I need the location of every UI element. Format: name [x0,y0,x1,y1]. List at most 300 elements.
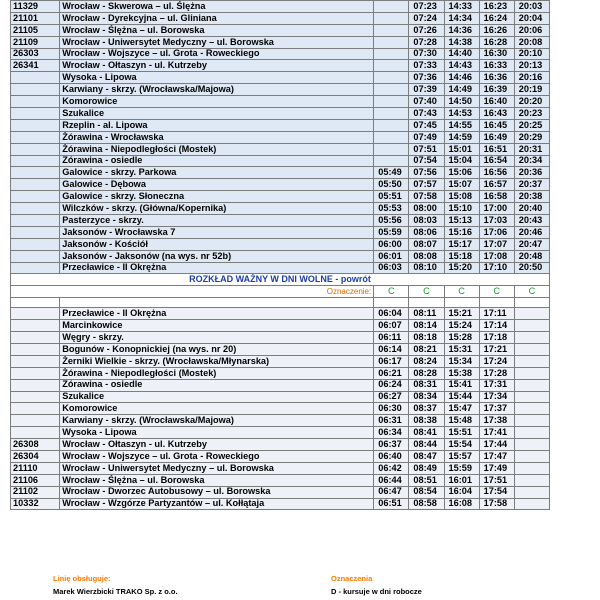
stop-id [11,143,60,155]
stop-row [11,439,550,451]
stop-id: 10332 [11,498,60,510]
departure-time: 16:26 [479,24,514,36]
stop-name: Jaksonów - Jaksonów (na wys. nr 52b) [60,250,374,262]
departure-time: 06:24 [374,379,409,391]
departure-time: 16:23 [479,1,514,13]
stop-row [11,72,550,84]
departure-time: 06:30 [374,403,409,415]
stop-row [11,48,550,60]
stop-row [11,167,550,179]
stop-id [11,355,60,367]
stop-name: Wrocław - Wojszyce – ul. Grota - Roweckiego [60,450,374,462]
stop-id: 21101 [11,12,60,24]
stop-id [11,320,60,332]
departure-time: 17:07 [479,238,514,250]
departure-time: 17:41 [479,427,514,439]
departure-time: 06:17 [374,355,409,367]
stop-id [11,155,60,167]
stop-name: Bogunów - Konopnickiej (na wys. nr 20) [60,343,374,355]
departure-time [514,439,549,451]
departure-time: 06:40 [374,450,409,462]
departure-time: 15:31 [444,343,479,355]
stop-row [11,262,550,274]
stop-name: Wysoka - Lipowa [60,72,374,84]
departure-time: 17:00 [479,203,514,215]
departure-time: 15:21 [444,308,479,320]
departure-time: 14:46 [444,72,479,84]
departure-time: 16:36 [479,72,514,84]
departure-time: 07:54 [409,155,444,167]
stop-name: Wrocław - Dworzec Autobusowy – ul. Borowska [60,486,374,498]
departure-time: 16:58 [479,191,514,203]
stop-id [11,367,60,379]
stop-row [11,462,550,474]
departure-time: 15:08 [444,191,479,203]
stop-name: Wrocław - Ślężna – ul. Borowska [60,474,374,486]
stop-row [11,403,550,415]
departure-time: 08:41 [409,427,444,439]
departure-time: 20:10 [514,48,549,60]
departure-time: 15:16 [444,226,479,238]
departure-time: 07:45 [409,119,444,131]
stop-name: Jaksonów - Kościół [60,238,374,250]
departure-time: 14:50 [444,96,479,108]
stop-id [11,108,60,120]
departure-time [374,108,409,120]
departure-time: 15:10 [444,203,479,215]
stop-id [11,308,60,320]
stop-id: 26341 [11,60,60,72]
timetable-table [10,0,550,510]
stop-row [11,250,550,262]
departure-time: 17:21 [479,343,514,355]
stop-row [11,498,550,510]
stop-id [11,250,60,262]
stop-name: Galowice - skrzy. Słoneczna [60,191,374,203]
stop-id: 26308 [11,439,60,451]
stop-name: Wrocław - Wojszyce – ul. Grota - Roweckiego [60,48,374,60]
departure-time: 08:06 [409,226,444,238]
departure-time: 14:36 [444,24,479,36]
departure-time: 07:28 [409,36,444,48]
departure-time: 17:14 [479,320,514,332]
stop-name: Wilczków - skrzy. (Główna/Kopernika) [60,203,374,215]
departure-time: 20:23 [514,108,549,120]
stop-id: 21109 [11,36,60,48]
spacer-cell [479,298,514,308]
stop-row [11,191,550,203]
departure-time: 15:18 [444,250,479,262]
departure-time: 08:28 [409,367,444,379]
spacer-cell [514,298,549,308]
oznaczenie-mark: C [514,286,549,298]
stop-id [11,84,60,96]
stop-id: 21106 [11,474,60,486]
stop-id [11,203,60,215]
departure-time: 06:37 [374,439,409,451]
departure-time: 08:34 [409,391,444,403]
departure-time: 07:30 [409,48,444,60]
departure-time: 15:28 [444,332,479,344]
departure-time: 07:23 [409,1,444,13]
departure-time: 20:04 [514,12,549,24]
spacer-cell [11,298,60,308]
stop-row [11,486,550,498]
stop-name: Wysoka - Lipowa [60,427,374,439]
stop-row [11,450,550,462]
departure-time: 17:03 [479,215,514,227]
departure-time: 08:07 [409,238,444,250]
legend-heading: Oznaczenia [331,574,373,583]
departure-time: 17:44 [479,439,514,451]
departure-time [514,367,549,379]
stop-id [11,391,60,403]
departure-time: 20:46 [514,226,549,238]
stop-name: Żórawina - osiedle [60,379,374,391]
departure-time: 16:33 [479,60,514,72]
departure-time [514,332,549,344]
departure-time: 05:50 [374,179,409,191]
departure-time: 17:10 [479,262,514,274]
stop-id [11,96,60,108]
departure-time: 05:49 [374,167,409,179]
stop-name: Przecławice - II Okrężna [60,262,374,274]
departure-time [514,415,549,427]
oznaczenie-row [11,286,550,298]
stop-name: Karwiany - skrzy. (Wrocławska/Majowa) [60,84,374,96]
stop-row [11,379,550,391]
departure-time: 14:33 [444,1,479,13]
departure-time: 06:03 [374,262,409,274]
departure-time [374,36,409,48]
stop-name: Wrocław - Ołtaszyn - ul. Kutrzeby [60,60,374,72]
departure-time: 17:49 [479,462,514,474]
stop-row [11,238,550,250]
stop-id [11,238,60,250]
departure-time: 20:19 [514,84,549,96]
stop-id [11,191,60,203]
legend-d: D - kursuje w dni robocze [331,587,422,596]
departure-time: 16:30 [479,48,514,60]
spacer-cell [444,298,479,308]
departure-time: 08:24 [409,355,444,367]
departure-time: 16:39 [479,84,514,96]
departure-time: 15:34 [444,355,479,367]
departure-time: 06:07 [374,320,409,332]
departure-time: 20:31 [514,143,549,155]
departure-time: 20:48 [514,250,549,262]
stop-name: Wrocław - Skwerowa – ul. Ślężna [60,1,374,13]
departure-time: 06:27 [374,391,409,403]
stop-id [11,226,60,238]
spacer-cell [60,298,374,308]
stop-row [11,179,550,191]
timetable-body [11,1,550,510]
stop-name: Żórawina - Niepodległości (Mostek) [60,143,374,155]
departure-time: 06:04 [374,308,409,320]
departure-time: 15:59 [444,462,479,474]
departure-time: 17:47 [479,450,514,462]
stop-row [11,96,550,108]
departure-time: 16:04 [444,486,479,498]
departure-time: 05:53 [374,203,409,215]
stop-id [11,343,60,355]
stop-row [11,332,550,344]
departure-time: 15:06 [444,167,479,179]
stop-row [11,155,550,167]
departure-time [514,391,549,403]
stop-row [11,474,550,486]
stop-id [11,415,60,427]
stop-row [11,60,550,72]
stop-name: Komorowice [60,403,374,415]
departure-time: 17:54 [479,486,514,498]
departure-time [514,343,549,355]
stop-name: Galowice - skrzy. Parkowa [60,167,374,179]
departure-time: 16:01 [444,474,479,486]
departure-time: 05:56 [374,215,409,227]
departure-time: 06:42 [374,462,409,474]
stop-id [11,403,60,415]
departure-time: 07:36 [409,72,444,84]
stop-row [11,215,550,227]
departure-time: 17:06 [479,226,514,238]
departure-time: 08:18 [409,332,444,344]
departure-time: 20:37 [514,179,549,191]
stop-name: Pasterzyce - skrzy. [60,215,374,227]
departure-time: 15:07 [444,179,479,191]
departure-time: 07:24 [409,12,444,24]
departure-time: 16:40 [479,96,514,108]
departure-time [514,462,549,474]
departure-time [374,12,409,24]
departure-time: 15:51 [444,427,479,439]
stop-name: Przecławice - II Okrężna [60,308,374,320]
departure-time [514,403,549,415]
stop-row [11,143,550,155]
departure-time [514,379,549,391]
departure-time: 20:20 [514,96,549,108]
departure-time: 06:21 [374,367,409,379]
stop-name: Wrocław - Ołtaszyn - ul. Kutrzeby [60,439,374,451]
stop-row [11,355,550,367]
departure-time: 08:47 [409,450,444,462]
departure-time [374,60,409,72]
stop-name: Szukalice [60,108,374,120]
departure-time: 07:58 [409,191,444,203]
departure-time: 06:00 [374,238,409,250]
stop-name: Żórawina - osiedle [60,155,374,167]
stop-id [11,427,60,439]
departure-time: 07:56 [409,167,444,179]
departure-time: 16:54 [479,155,514,167]
departure-time [374,96,409,108]
departure-time: 16:57 [479,179,514,191]
departure-time: 05:51 [374,191,409,203]
stop-row [11,84,550,96]
stop-row [11,36,550,48]
departure-time: 15:48 [444,415,479,427]
departure-time: 17:24 [479,355,514,367]
stop-id: 26304 [11,450,60,462]
departure-time: 08:00 [409,203,444,215]
departure-time: 20:13 [514,60,549,72]
stop-id: 26303 [11,48,60,60]
departure-time [514,498,549,510]
stop-name: Szukalice [60,391,374,403]
stop-name: Galowice - Dębowa [60,179,374,191]
departure-time: 20:29 [514,131,549,143]
stop-name: Wrocław - Wzgórze Partyzantów – ul. Kołłątaja [60,498,374,510]
stop-id [11,167,60,179]
departure-time: 07:40 [409,96,444,108]
stop-id [11,215,60,227]
departure-time: 15:38 [444,367,479,379]
departure-time: 16:49 [479,131,514,143]
stop-name: Komorowice [60,96,374,108]
oznaczenie-label: Oznaczenie: [11,286,374,298]
departure-time: 17:34 [479,391,514,403]
footer [53,570,573,600]
departure-time [514,427,549,439]
timetable-sheet [10,0,550,510]
departure-time: 17:58 [479,498,514,510]
departure-time: 07:33 [409,60,444,72]
departure-time: 08:54 [409,486,444,498]
departure-time: 20:16 [514,72,549,84]
departure-time: 07:49 [409,131,444,143]
stop-name: Żerniki Wielkie - skrzy. (Wrocławska/Młynarska) [60,355,374,367]
departure-time: 20:06 [514,24,549,36]
departure-time: 08:44 [409,439,444,451]
stop-row [11,131,550,143]
spacer-cell [409,298,444,308]
departure-time: 15:54 [444,439,479,451]
departure-time: 15:13 [444,215,479,227]
stop-id: 21110 [11,462,60,474]
departure-time: 16:43 [479,108,514,120]
departure-time: 20:03 [514,1,549,13]
departure-time: 15:01 [444,143,479,155]
departure-time: 06:14 [374,343,409,355]
departure-time: 16:08 [444,498,479,510]
stop-id [11,379,60,391]
departure-time: 15:41 [444,379,479,391]
stop-id [11,179,60,191]
stop-row [11,367,550,379]
stop-name: Żórawina - Wrocławska [60,131,374,143]
section-title: ROZKŁAD WAŻNY W DNI WOLNE - powrót [11,274,550,286]
departure-time: 16:24 [479,12,514,24]
departure-time: 06:01 [374,250,409,262]
operator-heading: Linię obsługuje: [53,574,111,583]
departure-time [374,119,409,131]
departure-time: 08:38 [409,415,444,427]
oznaczenie-mark: C [444,286,479,298]
stop-row [11,415,550,427]
departure-time [374,1,409,13]
stop-name: Jaksonów - Wrocławska 7 [60,226,374,238]
stop-id: 21105 [11,24,60,36]
stop-id [11,262,60,274]
departure-time [374,84,409,96]
departure-time: 20:43 [514,215,549,227]
stop-row [11,427,550,439]
stop-row [11,12,550,24]
departure-time [514,320,549,332]
departure-time: 08:03 [409,215,444,227]
departure-time: 08:21 [409,343,444,355]
stop-name: Wrocław - Ślężna – ul. Borowska [60,24,374,36]
stop-row [11,343,550,355]
departure-time: 06:31 [374,415,409,427]
departure-time: 20:36 [514,167,549,179]
departure-time [374,48,409,60]
departure-time: 16:45 [479,119,514,131]
departure-time: 14:55 [444,119,479,131]
stop-name: Wrocław - Dyrekcyjna – ul. Gliniana [60,12,374,24]
stop-name: Wrocław - Uniwersytet Medyczny – ul. Borowska [60,36,374,48]
stop-row [11,308,550,320]
stop-name: Rzeplin - al. Lipowa [60,119,374,131]
departure-time: 17:08 [479,250,514,262]
departure-time: 14:38 [444,36,479,48]
departure-time: 20:08 [514,36,549,48]
oznaczenie-mark: C [479,286,514,298]
departure-time: 08:49 [409,462,444,474]
departure-time: 07:26 [409,24,444,36]
stop-row [11,320,550,332]
departure-time [374,143,409,155]
stop-id [11,332,60,344]
departure-time: 17:38 [479,415,514,427]
stop-row [11,119,550,131]
departure-time [514,355,549,367]
departure-time: 15:17 [444,238,479,250]
departure-time: 08:08 [409,250,444,262]
departure-time: 16:51 [479,143,514,155]
departure-time: 15:24 [444,320,479,332]
departure-time [374,131,409,143]
departure-time: 06:11 [374,332,409,344]
departure-time: 14:53 [444,108,479,120]
departure-time: 14:43 [444,60,479,72]
departure-time: 06:51 [374,498,409,510]
stop-row [11,391,550,403]
departure-time: 08:58 [409,498,444,510]
departure-time: 17:18 [479,332,514,344]
stop-name: Węgry - skrzy. [60,332,374,344]
departure-time: 08:51 [409,474,444,486]
departure-time: 16:56 [479,167,514,179]
oznaczenie-mark: C [409,286,444,298]
departure-time: 06:34 [374,427,409,439]
departure-time: 15:04 [444,155,479,167]
departure-time [514,474,549,486]
departure-time: 20:25 [514,119,549,131]
departure-time: 16:28 [479,36,514,48]
departure-time: 20:34 [514,155,549,167]
departure-time [374,155,409,167]
departure-time [514,486,549,498]
departure-time: 17:31 [479,379,514,391]
departure-time: 14:49 [444,84,479,96]
departure-time: 14:34 [444,12,479,24]
departure-time: 14:59 [444,131,479,143]
operator-name: Marek Wierzbicki TRAKO Sp. z o.o. [53,587,178,596]
stop-row [11,108,550,120]
stop-name: Marcinkowice [60,320,374,332]
